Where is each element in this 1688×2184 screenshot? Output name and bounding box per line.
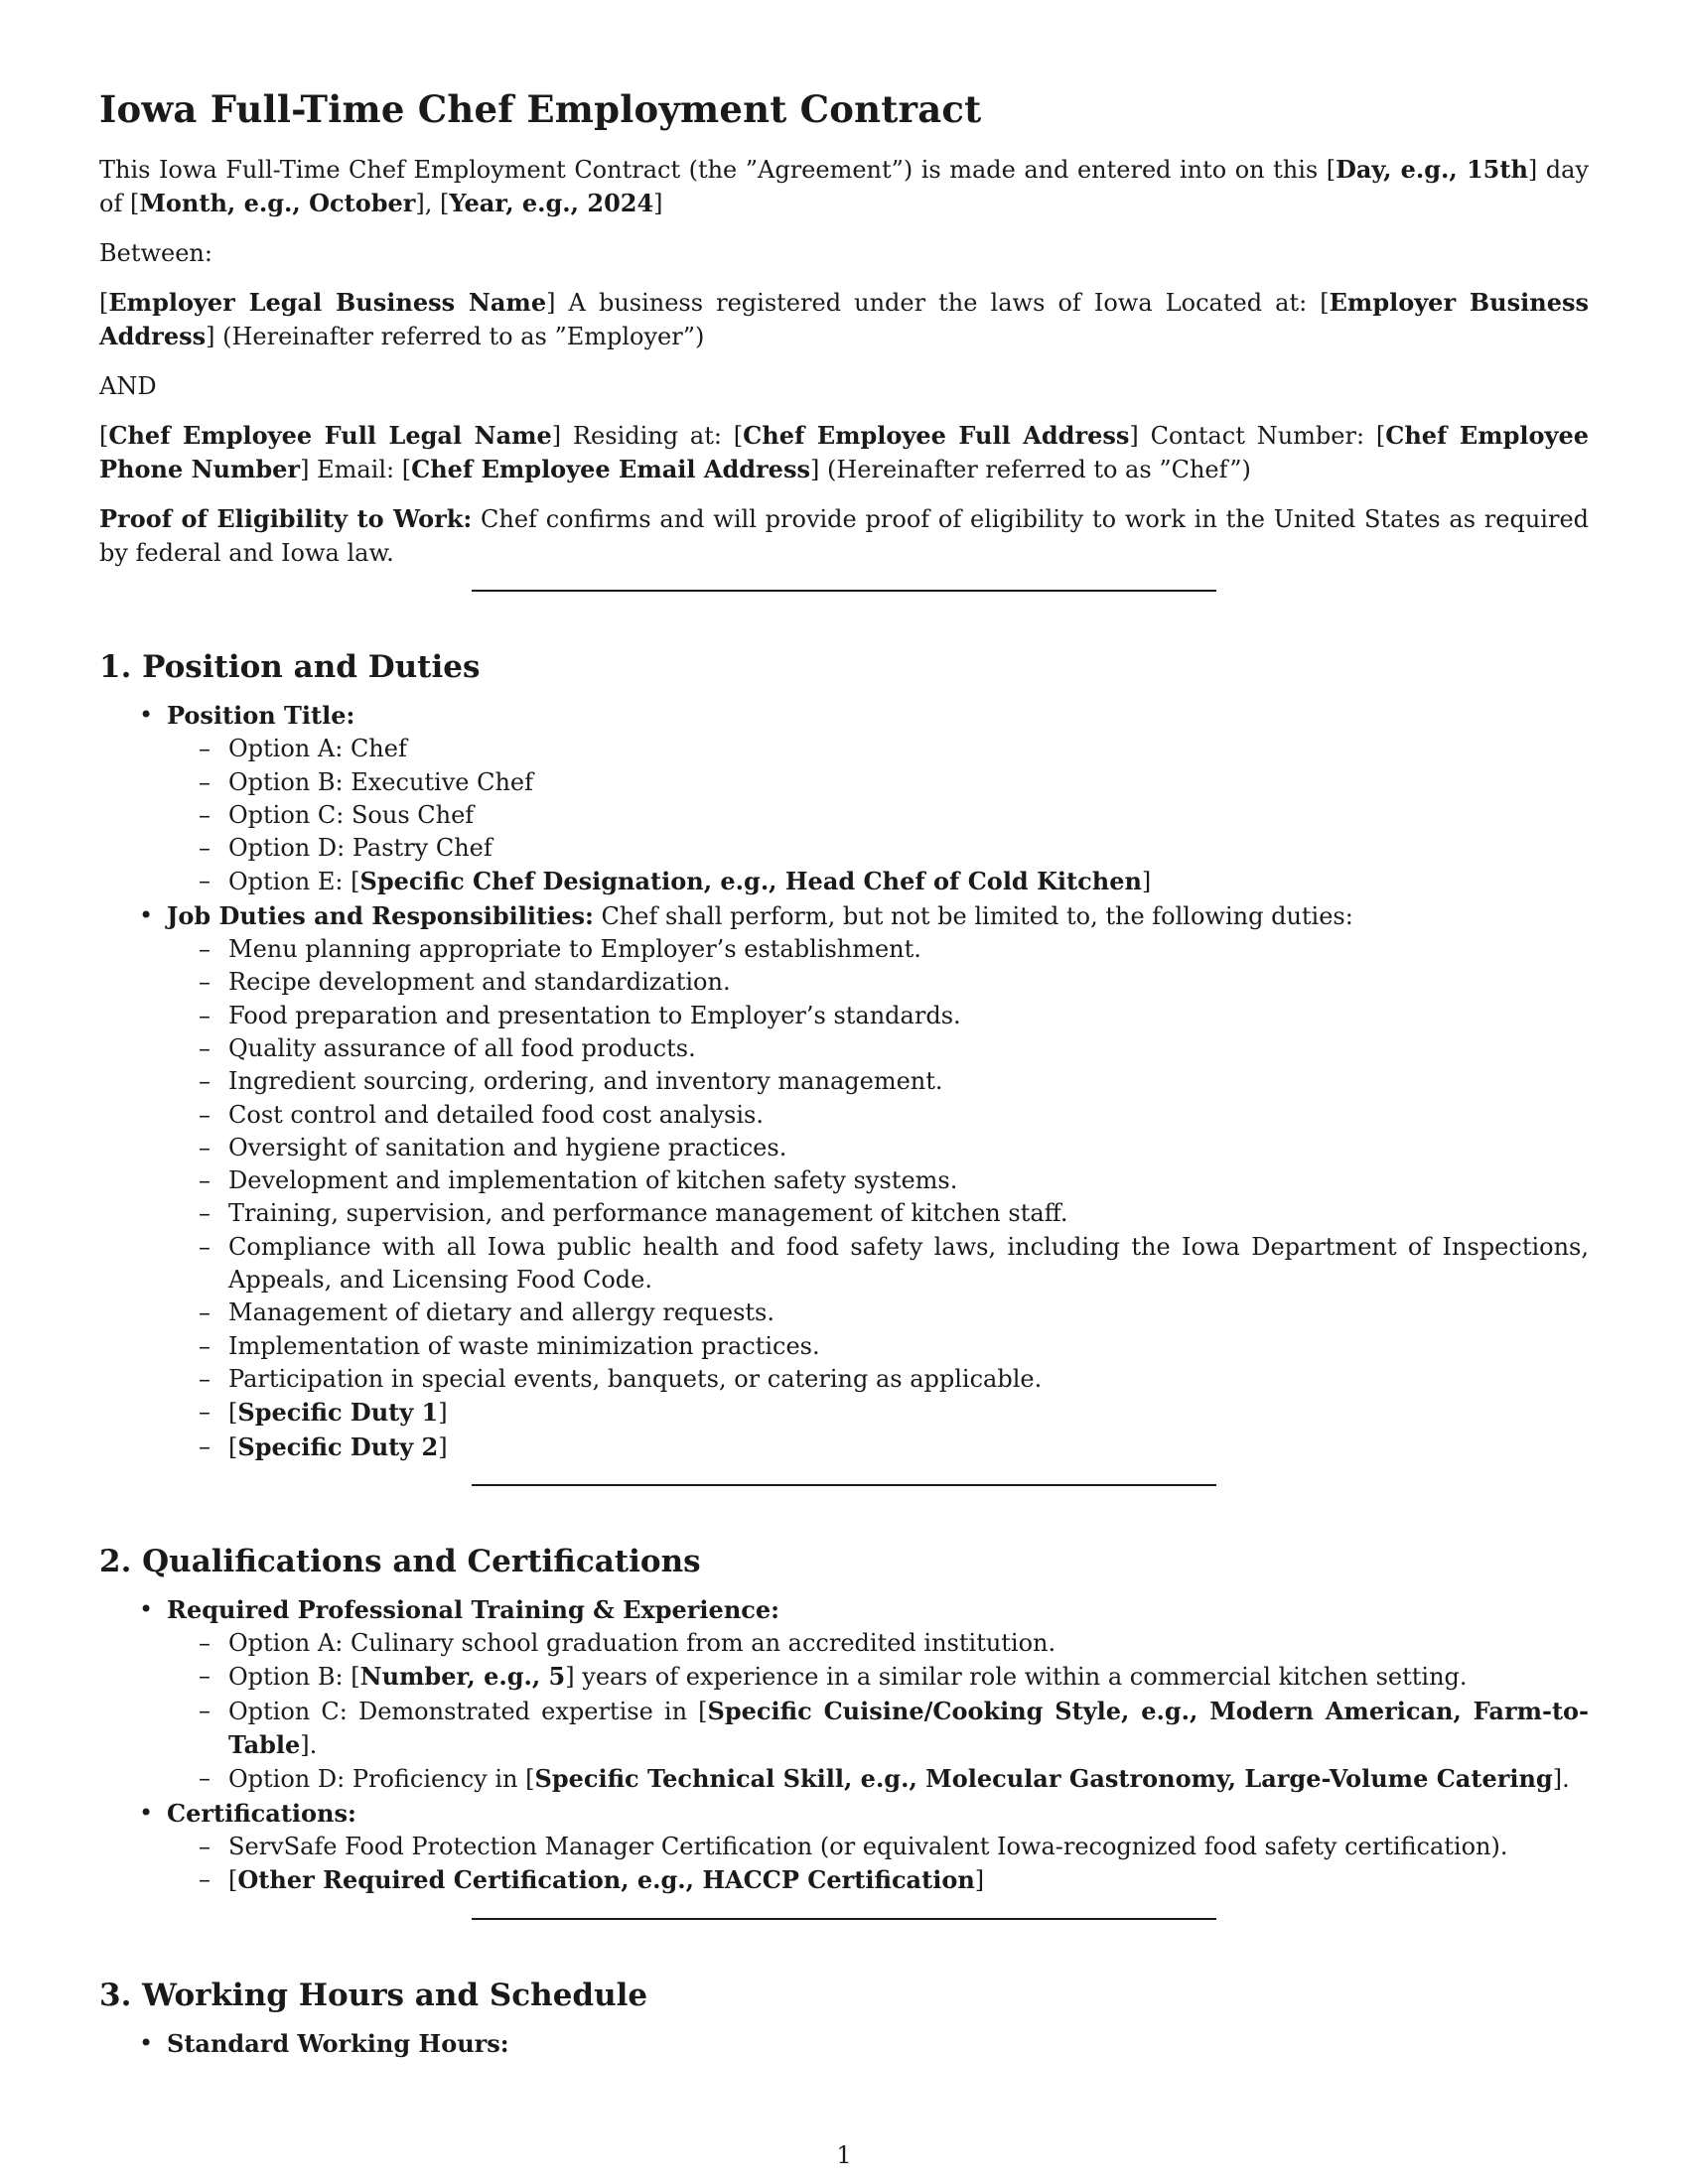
- list-item: – Option B: Executive Chef: [228, 766, 1589, 799]
- years-placeholder: Number, e.g., 5: [359, 1662, 566, 1692]
- chef-text-4: (Hereinafter referred to as ”Chef”): [819, 456, 1251, 483]
- list-item: – [Specific Duty 1]: [228, 1396, 1589, 1430]
- list-item: – Participation in special events, banquets, or catering as applicable.: [228, 1363, 1589, 1396]
- section-3-heading: 3. Working Hours and Schedule: [99, 1977, 648, 2013]
- employer-name-placeholder: Employer Legal Business Name: [108, 288, 547, 317]
- option-c-text: Option C: Demonstrated expertise in: [228, 1697, 699, 1725]
- list-item: – Option C: Demonstrated expertise in [Specific Cuisine/Cooking Style, e.g., Modern American, Farm-to-Table].: [228, 1695, 1589, 1763]
- section-2-heading: 2. Qualifications and Certifications: [99, 1543, 701, 1579]
- employer-paragraph: [Employer Legal Business Name] A business registered under the laws of Iowa Located at: [Employer Business Address] (Hereinafter referred to as ”Employer”): [99, 288, 1590, 350]
- duties-list: [167, 933, 1589, 1464]
- intro-text: This Iowa Full-Time Chef Employment Contract (the ”Agreement”) is made and entered into on this: [99, 156, 1327, 184]
- option-b-text: Option B:: [228, 1663, 352, 1692]
- section-2-list: [99, 1593, 1589, 1898]
- list-item: – Compliance with all Iowa public health and food safety laws, including the Iowa Department of Inspections, Appeals, and Licensing Food Code.: [228, 1231, 1589, 1297]
- specific-duty-1-placeholder: Specific Duty 1: [237, 1398, 439, 1428]
- list-item: – [Other Required Certification, e.g., HACCP Certification]: [228, 1863, 1589, 1897]
- chef-name-placeholder: Chef Employee Full Legal Name: [108, 421, 552, 450]
- option-c-text-2: .: [309, 1731, 318, 1760]
- chef-paragraph: [Chef Employee Full Legal Name] Residing at: [Chef Employee Full Address] Contact Number: [Chef Employee Phone Number] Email: [Chef Employee Email Address] (Hereinafter referred to as ”Chef”): [99, 421, 1589, 483]
- employer-text-2: (Hereinafter referred to as ”Employer”): [214, 323, 705, 350]
- list-item: – Option D: Pastry Chef: [228, 832, 1589, 865]
- intro-text-3: ,: [424, 190, 441, 217]
- certifications-list: [167, 1831, 1589, 1898]
- month-placeholder: Month, e.g., October: [139, 189, 416, 217]
- intro-text-2: day of: [99, 156, 1589, 217]
- duties-label: Job Duties and Responsibilities:: [167, 900, 594, 930]
- between-label: Between:: [99, 239, 212, 267]
- option-e-text: Option E:: [228, 868, 352, 896]
- list-item: – Quality assurance of all food products.: [228, 1032, 1589, 1065]
- proof-text: Chef confirms and will provide proof of eligibility to work in the United States as required by federal and Iowa law.: [99, 505, 1590, 567]
- cuisine-placeholder: Specific Cuisine/Cooking Style, e.g., Modern American, Farm-to-Table: [228, 1696, 1590, 1760]
- list-item: – Menu planning appropriate to Employer’s establishment.: [228, 933, 1589, 966]
- list-item: – Implementation of waste minimization practices.: [228, 1330, 1589, 1363]
- list-item: – Ingredient sourcing, ordering, and inventory management.: [228, 1065, 1589, 1098]
- document-title: Iowa Full-Time Chef Employment Contract: [99, 87, 982, 131]
- list-item: [167, 699, 1589, 899]
- list-item: [167, 899, 1589, 1464]
- list-item: – Development and implementation of kitchen safety systems.: [228, 1164, 1589, 1197]
- page-number: 1: [836, 2141, 852, 2169]
- list-item: – Cost control and detailed food cost analysis.: [228, 1099, 1589, 1132]
- list-item: – Food preparation and presentation to Employer’s standards.: [228, 1000, 1589, 1032]
- specific-duty-2-placeholder: Specific Duty 2: [237, 1432, 439, 1461]
- list-item: – [Specific Duty 2]: [228, 1431, 1589, 1464]
- proof-label: Proof of Eligibility to Work:: [99, 504, 473, 533]
- position-title-label: Position Title:: [167, 701, 355, 730]
- proof-paragraph: [99, 502, 1589, 570]
- section-3-list: [99, 2027, 1589, 2061]
- day-placeholder: Day, e.g., 15th: [1336, 155, 1528, 184]
- technical-skill-placeholder: Specific Technical Skill, e.g., Molecular Gastronomy, Large-Volume Catering: [534, 1764, 1553, 1794]
- list-item: [167, 1797, 1589, 1898]
- list-item: – ServSafe Food Protection Manager Certification (or equivalent Iowa-recognized food safety certification).: [228, 1831, 1589, 1863]
- chef-text-3: Email:: [309, 456, 402, 483]
- list-item: – Recipe development and standardization.: [228, 966, 1589, 999]
- training-options-list: [167, 1627, 1589, 1796]
- list-item: [167, 2027, 1589, 2061]
- chef-phone-placeholder: Chef Employee Phone Number: [99, 421, 1589, 483]
- divider: [472, 1484, 1216, 1486]
- training-label: Required Professional Training & Experience:: [167, 1594, 780, 1624]
- chef-email-placeholder: Chef Employee Email Address: [411, 455, 810, 483]
- list-item: – Training, supervision, and performance management of kitchen staff.: [228, 1197, 1589, 1230]
- list-item: – Option E: [Specific Chef Designation, e.g., Head Chef of Cold Kitchen]: [228, 865, 1589, 898]
- employer-text: A business registered under the laws of Iowa Located at:: [555, 289, 1321, 317]
- list-item: – Option A: Chef: [228, 733, 1589, 765]
- option-d-text-2: .: [1562, 1765, 1570, 1794]
- list-item: – Option C: Sous Chef: [228, 799, 1589, 832]
- other-certification-placeholder: Other Required Certification, e.g., HACCP Certification: [237, 1865, 975, 1895]
- certifications-label: Certifications:: [167, 1798, 356, 1828]
- document-page: [99, 87, 1589, 2071]
- chef-text: Residing at:: [561, 422, 734, 450]
- section-1-heading: 1. Position and Duties: [99, 649, 481, 685]
- divider: [472, 1918, 1216, 1920]
- list-item: – Oversight of sanitation and hygiene practices.: [228, 1132, 1589, 1164]
- duties-intro: Chef shall perform, but not be limited to, the following duties:: [593, 901, 1353, 930]
- employer-address-placeholder: Employer Business Address: [99, 288, 1590, 350]
- section-1-list: [99, 699, 1589, 1464]
- option-d-text: Option D: Proficiency in: [228, 1765, 526, 1794]
- list-item: – Management of dietary and allergy requests.: [228, 1297, 1589, 1329]
- and-label: AND: [99, 372, 157, 400]
- list-item: [167, 1593, 1589, 1797]
- chef-text-2: Contact Number:: [1138, 422, 1376, 450]
- chef-designation-placeholder: Specific Chef Designation, e.g., Head Chef of Cold Kitchen: [359, 867, 1142, 896]
- list-item: – Option B: [Number, e.g., 5] years of experience in a similar role within a commercial kitchen setting.: [228, 1660, 1589, 1694]
- divider: [472, 590, 1216, 592]
- intro-paragraph: This Iowa Full-Time Chef Employment Contract (the ”Agreement”) is made and entered into on this [Day, e.g., 15th] day of [Month, e.g., October], [Year, e.g., 2024]: [99, 155, 1589, 217]
- list-item: – Option A: Culinary school graduation from an accredited institution.: [228, 1627, 1589, 1660]
- standard-hours-label: Standard Working Hours:: [167, 2028, 509, 2058]
- position-options-list: [167, 733, 1589, 898]
- option-b-text-2: years of experience in a similar role within a commercial kitchen setting.: [574, 1663, 1468, 1692]
- list-item: – Option D: Proficiency in [Specific Technical Skill, e.g., Molecular Gastronomy, Large-Volume Catering].: [228, 1762, 1589, 1796]
- year-placeholder: Year, e.g., 2024: [449, 189, 654, 217]
- chef-address-placeholder: Chef Employee Full Address: [743, 421, 1130, 450]
